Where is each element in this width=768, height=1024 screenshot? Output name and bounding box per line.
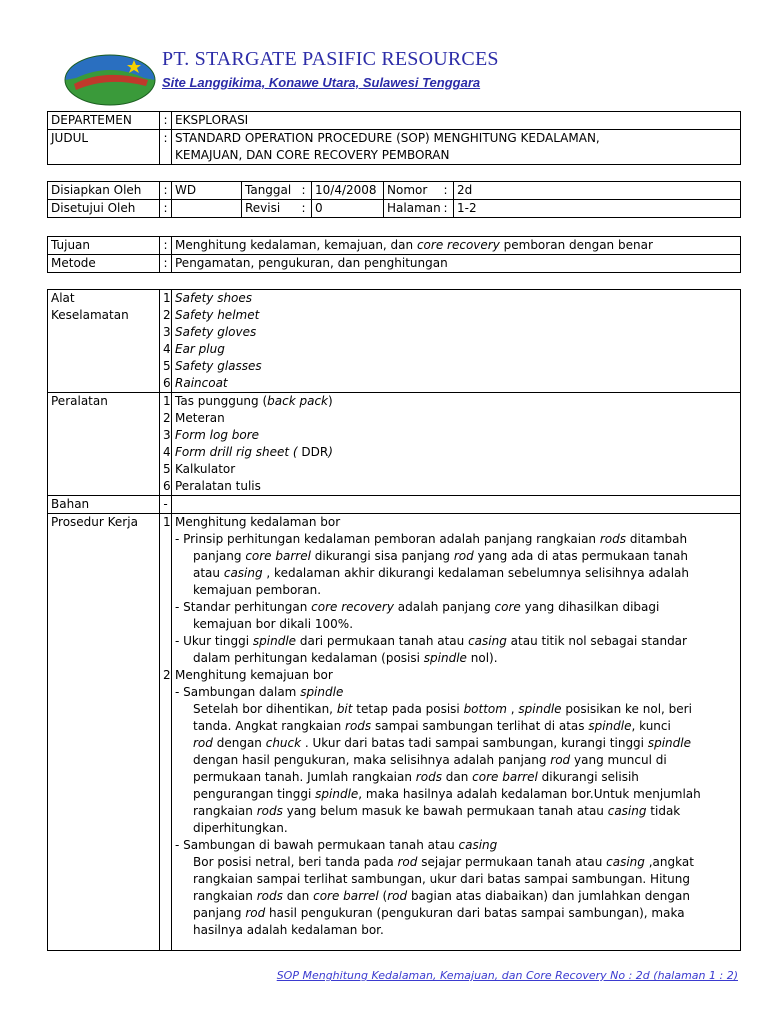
judul-line-1: STANDARD OPERATION PROCEDURE (SOP) MENGHITUNG KEDALAMAN, — [175, 131, 600, 145]
bahan-empty — [172, 496, 741, 514]
peralatan-list — [172, 393, 741, 496]
item-number: 2 — [163, 411, 171, 425]
item-number: 6 — [163, 376, 171, 390]
item-number: 2 — [163, 308, 171, 322]
step-title: Menghitung kemajuan bor — [175, 668, 333, 682]
list-item: Safety shoes — [175, 291, 253, 305]
alat-label: Alat Keselamatan — [48, 290, 160, 393]
list-item: Form log bore — [175, 428, 260, 442]
list-item — [175, 393, 737, 410]
step-number: 2 — [163, 668, 171, 682]
list-item: Safety glasses — [175, 359, 262, 373]
prosedur-label: Prosedur Kerja — [48, 514, 160, 951]
purpose-block — [47, 236, 741, 273]
item-text: Tas punggung ( — [175, 394, 268, 408]
colon: : — [302, 200, 312, 218]
item-number: 6 — [163, 479, 171, 493]
prosedur-content — [172, 514, 741, 951]
item-number: 4 — [163, 445, 171, 459]
alat-list — [172, 290, 741, 393]
judul-value — [172, 130, 741, 165]
bahan-value: - — [160, 496, 172, 514]
colon: : — [444, 200, 454, 218]
department-block — [47, 111, 741, 165]
colon: : — [160, 130, 172, 165]
disetujui-value — [172, 200, 242, 218]
revisi-value: 0 — [312, 200, 384, 218]
disiapkan-value: WD — [172, 182, 242, 200]
tujuan-text-end: pemboran dengan benar — [499, 238, 653, 252]
company-logo-icon — [64, 50, 156, 106]
disiapkan-label: Disiapkan Oleh — [48, 182, 160, 200]
list-item: Kalkulator — [175, 462, 236, 476]
step-title: Menghitung kedalaman bor — [175, 515, 341, 529]
colon: : — [160, 237, 172, 255]
prosedur-numbers — [160, 514, 172, 951]
step-2-body: - Sambungan dalam spindle Setelah bor dihentikan, bit tetap pada posisi bottom , spindle posisikan ke nol, beri tanda. Angkat rangkaian rods sampai sambungan terlihat di atas spindle, kunci rod dengan chuck . Ukur dari batas tadi sampai sambungan, kurangi tinggi spindle dengan hasil pengukuran, maka selisihnya adalah panjang rod yang muncul di permukaan tanah. Jumlah rangkaian rods dan core barrel dikurangi selisih pengurangan tinggi spindle, maka hasilnya adalah kedalaman bor.Untuk menjumlah rangkaian rods yang belum masuk ke bawah permukaan tanah atau casing tidak diperhitungkan. - Sambungan di bawah permukaan tanah atau casing Bor posisi netral, beri tanda pada rod sejajar permukaan tanah atau casing ,angkat rangkaian sampai terlihat sambungan, ukur dari batas sampai sambungan. Hitung rangkaian rods dan core barrel (rod bagian atas diabaikan) dan jumlahkan dengan panjang rod hasil pengukuran (pengukuran dari batas sampai sambungan), maka hasilnya adalah kedalaman bor. — [175, 685, 701, 937]
departemen-value: EKSPLORASI — [172, 112, 741, 130]
list-item: Meteran — [175, 411, 225, 425]
metode-label: Metode — [48, 255, 160, 273]
step-number: 1 — [163, 515, 171, 529]
peralatan-numbers — [160, 393, 172, 496]
company-name: PT. STARGATE PASIFIC RESOURCES — [162, 48, 499, 70]
tujuan-text: Menghitung kedalaman, kemajuan, dan — [175, 238, 417, 252]
tujuan-term: core recovery — [416, 238, 500, 252]
item-number: 4 — [163, 342, 171, 356]
metode-value: Pengamatan, pengukuran, dan penghitungan — [175, 256, 448, 270]
site-location: Site Langgikima, Konawe Utara, Sulawesi Tenggara — [162, 75, 481, 90]
nomor-label: Nomor — [384, 182, 444, 200]
departemen-label: DEPARTEMEN — [48, 112, 160, 130]
halaman-label: Halaman — [387, 201, 441, 215]
peralatan-label: Peralatan — [48, 393, 160, 496]
item-number: 5 — [163, 462, 171, 476]
tanggal-label: Tanggal — [242, 182, 302, 200]
item-number: 3 — [163, 428, 171, 442]
list-item — [175, 444, 737, 461]
item-number: 3 — [163, 325, 171, 339]
nomor-value: 2d — [454, 182, 741, 200]
tanggal-value: 10/4/2008 — [312, 182, 384, 200]
tujuan-label: Tujuan — [48, 237, 160, 255]
item-text: DDR — [297, 445, 329, 459]
item-text: ) — [328, 445, 333, 459]
list-item: Ear plug — [175, 342, 225, 356]
procedure-block — [47, 289, 741, 951]
item-term: Form drill rig sheet ( — [175, 445, 298, 459]
step-1-body: - Prinsip perhitungan kedalaman pemboran adalah panjang rangkaian rods ditambah panjang core barrel dikurangi sisa panjang rod yang ada di atas permukaan tanah atau casing , kedalaman akhir dikurangi kedalaman sebelumnya selisihnya adalah kemajuan pemboran. - Standar perhitungan core recovery adalah panjang core yang dihasilkan dibagi kemajuan bor dikali 100%. - Ukur tinggi spindle dari permukaan tanah atau casing atau titik nol sebagai standar dalam perhitungan kedalaman (posisi spindle nol). — [175, 532, 690, 665]
alat-numbers — [160, 290, 172, 393]
page-footer: SOP Menghitung Kedalaman, Kemajuan, dan Core Recovery No : 2d (halaman 1 : 2) — [276, 969, 738, 982]
tujuan-value — [172, 237, 741, 255]
list-item: Safety gloves — [175, 325, 257, 339]
colon: : — [160, 255, 172, 273]
approval-block — [47, 181, 741, 218]
colon: : — [444, 182, 454, 200]
list-item: Safety helmet — [175, 308, 260, 322]
item-number: 1 — [163, 291, 171, 305]
item-number: 1 — [163, 394, 171, 408]
judul-label: JUDUL — [48, 130, 160, 165]
bahan-label: Bahan — [48, 496, 160, 514]
item-text: ) — [328, 394, 333, 408]
revisi-label: Revisi — [245, 201, 281, 215]
list-item: Peralatan tulis — [175, 479, 261, 493]
colon: : — [160, 112, 172, 130]
item-term: back pack — [267, 394, 329, 408]
colon: : — [302, 182, 312, 200]
item-number: 5 — [163, 359, 171, 373]
colon: : — [160, 200, 172, 218]
halaman-value: 1-2 — [457, 201, 477, 215]
disetujui-label: Disetujui Oleh — [48, 200, 160, 218]
judul-line-2: KEMAJUAN, DAN CORE RECOVERY PEMBORAN — [175, 148, 450, 162]
colon: : — [160, 182, 172, 200]
list-item: Raincoat — [175, 376, 228, 390]
